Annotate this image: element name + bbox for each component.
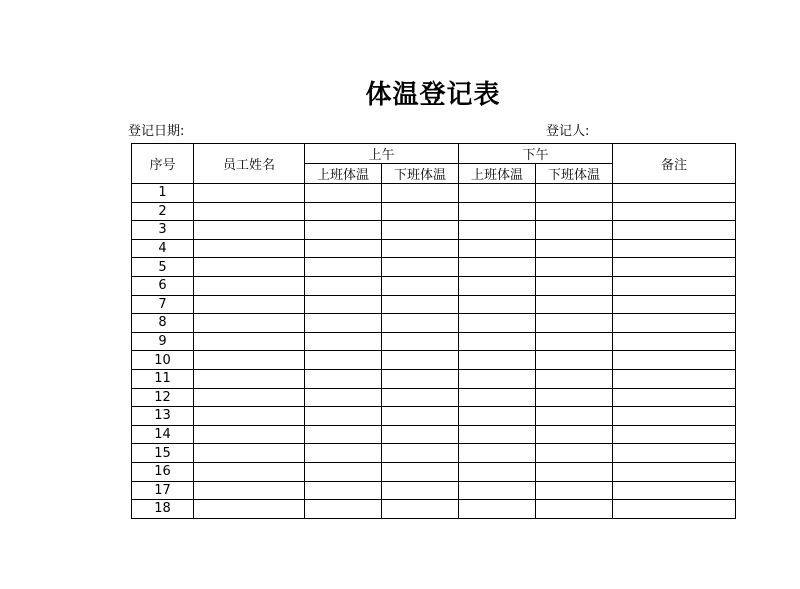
row-index: 18: [132, 500, 194, 519]
afternoon-start-temp-cell[interactable]: [459, 462, 536, 481]
morning-start-temp-cell[interactable]: [305, 276, 382, 295]
remarks-cell[interactable]: [613, 202, 736, 221]
morning-start-temp-cell[interactable]: [305, 407, 382, 426]
header-morning-end-temp: 下班体温: [382, 164, 459, 184]
row-index: 16: [132, 462, 194, 481]
morning-end-temp-cell[interactable]: [382, 184, 459, 203]
header-afternoon: 下午: [459, 144, 613, 164]
employee-name-cell[interactable]: [194, 444, 305, 463]
table-row: [132, 444, 736, 463]
remarks-cell[interactable]: [613, 258, 736, 277]
employee-name-cell[interactable]: [194, 500, 305, 519]
afternoon-end-temp-cell[interactable]: [536, 388, 613, 407]
header-afternoon-end-temp: 下班体温: [536, 164, 613, 184]
morning-start-temp-cell[interactable]: [305, 184, 382, 203]
employee-name-cell[interactable]: [194, 369, 305, 388]
header-employee-name: 员工姓名: [194, 144, 305, 184]
afternoon-end-temp-cell[interactable]: [536, 481, 613, 500]
header-afternoon-start-temp: 上班体温: [459, 164, 536, 184]
morning-start-temp-cell[interactable]: [305, 388, 382, 407]
table-row: [132, 332, 736, 351]
row-index: 2: [132, 202, 194, 221]
row-index: 15: [132, 444, 194, 463]
morning-end-temp-cell[interactable]: [382, 202, 459, 221]
employee-name-cell[interactable]: [194, 462, 305, 481]
afternoon-start-temp-cell[interactable]: [459, 407, 536, 426]
afternoon-start-temp-cell[interactable]: [459, 332, 536, 351]
remarks-cell[interactable]: [613, 425, 736, 444]
afternoon-end-temp-cell[interactable]: [536, 351, 613, 370]
morning-end-temp-cell[interactable]: [382, 276, 459, 295]
table-row: [132, 221, 736, 240]
employee-name-cell[interactable]: [194, 221, 305, 240]
table-row: [132, 276, 736, 295]
row-index: 9: [132, 332, 194, 351]
table-row: [132, 351, 736, 370]
afternoon-end-temp-cell[interactable]: [536, 276, 613, 295]
table-row: [132, 239, 736, 258]
page-title: 体温登记表: [365, 80, 501, 110]
morning-start-temp-cell[interactable]: [305, 425, 382, 444]
row-index: 12: [132, 388, 194, 407]
header-index: 序号: [132, 144, 194, 184]
row-index: 5: [132, 258, 194, 277]
afternoon-start-temp-cell[interactable]: [459, 221, 536, 240]
remarks-cell[interactable]: [613, 221, 736, 240]
afternoon-start-temp-cell[interactable]: [459, 388, 536, 407]
remarks-cell[interactable]: [613, 444, 736, 463]
table-row: [132, 295, 736, 314]
morning-end-temp-cell[interactable]: [382, 221, 459, 240]
remarks-cell[interactable]: [613, 239, 736, 258]
employee-name-cell[interactable]: [194, 184, 305, 203]
table-row: [132, 258, 736, 277]
afternoon-start-temp-cell[interactable]: [459, 239, 536, 258]
morning-start-temp-cell[interactable]: [305, 202, 382, 221]
table-row: [132, 314, 736, 333]
morning-end-temp-cell[interactable]: [382, 407, 459, 426]
employee-name-cell[interactable]: [194, 388, 305, 407]
row-index: 4: [132, 239, 194, 258]
table-row: [132, 500, 736, 519]
morning-start-temp-cell[interactable]: [305, 481, 382, 500]
remarks-cell[interactable]: [613, 369, 736, 388]
remarks-cell[interactable]: [613, 407, 736, 426]
afternoon-end-temp-cell[interactable]: [536, 184, 613, 203]
morning-start-temp-cell[interactable]: [305, 258, 382, 277]
afternoon-end-temp-cell[interactable]: [536, 258, 613, 277]
row-index: 3: [132, 221, 194, 240]
morning-end-temp-cell[interactable]: [382, 295, 459, 314]
table-row: [132, 407, 736, 426]
morning-start-temp-cell[interactable]: [305, 444, 382, 463]
afternoon-end-temp-cell[interactable]: [536, 444, 613, 463]
morning-end-temp-cell[interactable]: [382, 351, 459, 370]
row-index: 17: [132, 481, 194, 500]
employee-name-cell[interactable]: [194, 276, 305, 295]
employee-name-cell[interactable]: [194, 295, 305, 314]
morning-end-temp-cell[interactable]: [382, 481, 459, 500]
afternoon-end-temp-cell[interactable]: [536, 221, 613, 240]
header-morning: 上午: [305, 144, 459, 164]
morning-start-temp-cell[interactable]: [305, 221, 382, 240]
afternoon-start-temp-cell[interactable]: [459, 314, 536, 333]
remarks-cell[interactable]: [613, 276, 736, 295]
remarks-cell[interactable]: [613, 462, 736, 481]
employee-name-cell[interactable]: [194, 332, 305, 351]
employee-name-cell[interactable]: [194, 407, 305, 426]
afternoon-start-temp-cell[interactable]: [459, 444, 536, 463]
row-index: 6: [132, 276, 194, 295]
registration-date-label: 登记日期:: [128, 124, 185, 139]
table-row: [132, 462, 736, 481]
employee-name-cell[interactable]: [194, 239, 305, 258]
employee-name-cell[interactable]: [194, 481, 305, 500]
remarks-cell[interactable]: [613, 351, 736, 370]
row-index: 1: [132, 184, 194, 203]
morning-start-temp-cell[interactable]: [305, 295, 382, 314]
morning-end-temp-cell[interactable]: [382, 425, 459, 444]
remarks-cell[interactable]: [613, 332, 736, 351]
afternoon-start-temp-cell[interactable]: [459, 258, 536, 277]
morning-end-temp-cell[interactable]: [382, 388, 459, 407]
remarks-cell[interactable]: [613, 184, 736, 203]
morning-end-temp-cell[interactable]: [382, 462, 459, 481]
row-index: 7: [132, 295, 194, 314]
morning-end-temp-cell[interactable]: [382, 239, 459, 258]
row-index: 8: [132, 314, 194, 333]
register-body: [132, 184, 736, 519]
morning-start-temp-cell[interactable]: [305, 351, 382, 370]
afternoon-start-temp-cell[interactable]: [459, 369, 536, 388]
remarks-cell[interactable]: [613, 388, 736, 407]
header-remarks: 备注: [613, 144, 736, 184]
header-morning-start-temp: 上班体温: [305, 164, 382, 184]
remarks-cell[interactable]: [613, 481, 736, 500]
remarks-cell[interactable]: [613, 314, 736, 333]
row-index: 11: [132, 369, 194, 388]
table-row: [132, 481, 736, 500]
row-index: 10: [132, 351, 194, 370]
afternoon-end-temp-cell[interactable]: [536, 295, 613, 314]
morning-end-temp-cell[interactable]: [382, 444, 459, 463]
afternoon-end-temp-cell[interactable]: [536, 462, 613, 481]
afternoon-start-temp-cell[interactable]: [459, 184, 536, 203]
table-row: [132, 388, 736, 407]
employee-name-cell[interactable]: [194, 202, 305, 221]
morning-start-temp-cell[interactable]: [305, 332, 382, 351]
row-index: 14: [132, 425, 194, 444]
afternoon-start-temp-cell[interactable]: [459, 202, 536, 221]
morning-start-temp-cell[interactable]: [305, 500, 382, 519]
employee-name-cell[interactable]: [194, 314, 305, 333]
remarks-cell[interactable]: [613, 500, 736, 519]
afternoon-end-temp-cell[interactable]: [536, 425, 613, 444]
afternoon-end-temp-cell[interactable]: [536, 239, 613, 258]
table-row: [132, 369, 736, 388]
temperature-register-table: [131, 143, 736, 519]
employee-name-cell[interactable]: [194, 425, 305, 444]
morning-end-temp-cell[interactable]: [382, 369, 459, 388]
afternoon-end-temp-cell[interactable]: [536, 500, 613, 519]
table-row: [132, 184, 736, 203]
afternoon-start-temp-cell[interactable]: [459, 425, 536, 444]
table-row: [132, 202, 736, 221]
afternoon-end-temp-cell[interactable]: [536, 332, 613, 351]
morning-end-temp-cell[interactable]: [382, 314, 459, 333]
afternoon-start-temp-cell[interactable]: [459, 481, 536, 500]
afternoon-end-temp-cell[interactable]: [536, 407, 613, 426]
afternoon-start-temp-cell[interactable]: [459, 295, 536, 314]
afternoon-end-temp-cell[interactable]: [536, 202, 613, 221]
afternoon-start-temp-cell[interactable]: [459, 500, 536, 519]
afternoon-end-temp-cell[interactable]: [536, 314, 613, 333]
morning-start-temp-cell[interactable]: [305, 314, 382, 333]
employee-name-cell[interactable]: [194, 258, 305, 277]
afternoon-end-temp-cell[interactable]: [536, 369, 613, 388]
morning-end-temp-cell[interactable]: [382, 332, 459, 351]
morning-end-temp-cell[interactable]: [382, 500, 459, 519]
table-row: [132, 425, 736, 444]
morning-start-temp-cell[interactable]: [305, 369, 382, 388]
afternoon-start-temp-cell[interactable]: [459, 351, 536, 370]
morning-start-temp-cell[interactable]: [305, 462, 382, 481]
morning-end-temp-cell[interactable]: [382, 258, 459, 277]
morning-start-temp-cell[interactable]: [305, 239, 382, 258]
employee-name-cell[interactable]: [194, 351, 305, 370]
registrar-label: 登记人:: [546, 124, 590, 139]
row-index: 13: [132, 407, 194, 426]
remarks-cell[interactable]: [613, 295, 736, 314]
afternoon-start-temp-cell[interactable]: [459, 276, 536, 295]
